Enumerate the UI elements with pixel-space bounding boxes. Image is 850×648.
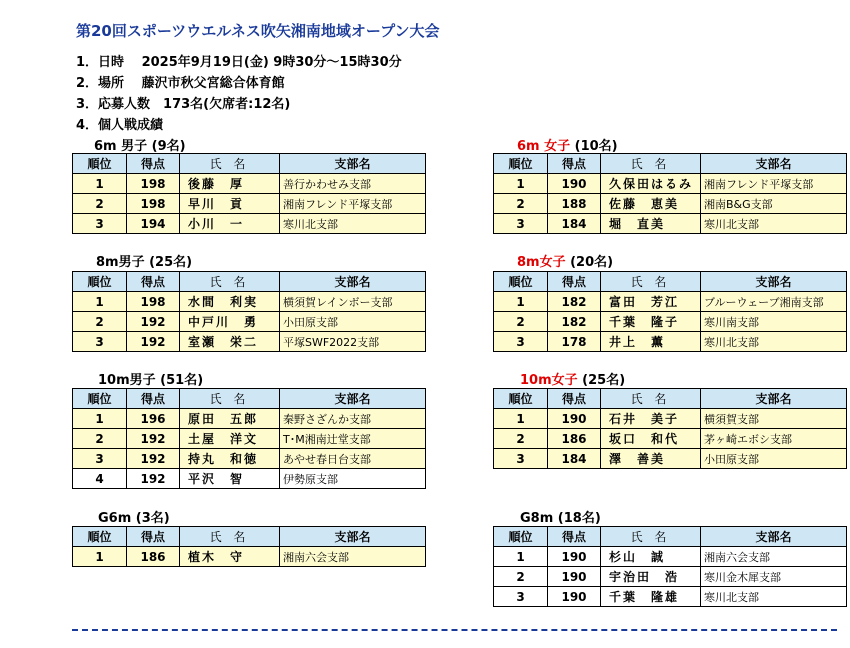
header-rank: 順位 [494, 389, 548, 409]
info-venue: 2．場所 藤沢市秋父宮総合体育館 [76, 76, 285, 91]
cell-name: 佐藤 恵美 [601, 194, 701, 214]
header-branch: 支部名 [280, 527, 426, 547]
table-row [73, 332, 426, 352]
results-table-5 [493, 388, 847, 469]
section-label-3 [517, 251, 613, 270]
cell-name: 宇治田 浩 [601, 567, 701, 587]
cell-score: 196 [127, 409, 180, 429]
cell-name: 室瀬 栄二 [180, 332, 280, 352]
results-table-0 [72, 153, 426, 234]
section-label-4 [98, 369, 203, 388]
cell-rank: 1 [73, 292, 127, 312]
header-name: 氏 名 [601, 272, 701, 292]
section-label-text: 6m 男子 (9名) [94, 139, 186, 154]
cell-branch: 善行かわせみ支部 [280, 174, 426, 194]
header-branch: 支部名 [701, 154, 847, 174]
section-label-6 [98, 507, 170, 526]
results-table-7 [493, 526, 847, 607]
table-row [494, 312, 847, 332]
cell-branch: 小田原支部 [701, 449, 847, 469]
cell-score: 188 [548, 194, 601, 214]
cell-rank: 3 [73, 214, 127, 234]
table-row [494, 214, 847, 234]
header-name: 氏 名 [601, 389, 701, 409]
cell-rank: 1 [494, 292, 548, 312]
results-table-4 [72, 388, 426, 489]
cell-name: 持丸 和徳 [180, 449, 280, 469]
section-label-highlight: 10m女子 [520, 373, 578, 388]
cell-branch: 横須賀レインボー支部 [280, 292, 426, 312]
cell-score: 186 [548, 429, 601, 449]
header-branch: 支部名 [701, 527, 847, 547]
cell-name: 原田 五郎 [180, 409, 280, 429]
table-row [73, 292, 426, 312]
header-rank: 順位 [73, 389, 127, 409]
header-score: 得点 [127, 272, 180, 292]
cell-name: 石井 美子 [601, 409, 701, 429]
cell-rank: 3 [73, 449, 127, 469]
cell-branch: 湘南六会支部 [280, 547, 426, 567]
table-row [73, 194, 426, 214]
cell-name: 井上 薫 [601, 332, 701, 352]
cell-branch: 平塚SWF2022支部 [280, 332, 426, 352]
cell-score: 184 [548, 449, 601, 469]
section-label-text: 10m男子 (51名) [98, 373, 204, 388]
header-name: 氏 名 [180, 389, 280, 409]
footer-divider [72, 629, 837, 631]
header-rank: 順位 [494, 154, 548, 174]
cell-branch: 湘南六会支部 [701, 547, 847, 567]
section-label-text: 8m男子 (25名) [96, 255, 193, 270]
cell-score: 192 [127, 429, 180, 449]
cell-branch: あやせ春日台支部 [280, 449, 426, 469]
header-score: 得点 [127, 154, 180, 174]
section-label-highlight: 6m 女子 [517, 139, 571, 154]
table-row [494, 429, 847, 449]
cell-branch: T･M湘南辻堂支部 [280, 429, 426, 449]
header-rank: 順位 [494, 272, 548, 292]
cell-rank: 2 [73, 429, 127, 449]
cell-score: 182 [548, 312, 601, 332]
header-rank: 順位 [73, 154, 127, 174]
cell-branch: 秦野さざんか支部 [280, 409, 426, 429]
cell-rank: 2 [73, 194, 127, 214]
cell-rank: 1 [494, 174, 548, 194]
cell-branch: 湘南B&G支部 [701, 194, 847, 214]
header-score: 得点 [548, 389, 601, 409]
table-header-row [494, 154, 847, 174]
header-rank: 順位 [73, 272, 127, 292]
section-label-0 [94, 135, 186, 154]
section-label-5 [520, 369, 625, 388]
cell-rank: 2 [494, 312, 548, 332]
cell-score: 192 [127, 312, 180, 332]
cell-name: 水間 利実 [180, 292, 280, 312]
section-label-2 [96, 251, 192, 270]
table-header-row [73, 272, 426, 292]
cell-name: 後藤 厚 [180, 174, 280, 194]
section-label-7 [520, 507, 601, 526]
table-row [494, 174, 847, 194]
cell-branch: 寒川北支部 [701, 332, 847, 352]
cell-branch: 寒川北支部 [701, 214, 847, 234]
cell-rank: 3 [494, 587, 548, 607]
cell-name: 植木 守 [180, 547, 280, 567]
cell-name: 千葉 隆雄 [601, 587, 701, 607]
cell-name: 杉山 誠 [601, 547, 701, 567]
header-branch: 支部名 [701, 272, 847, 292]
cell-score: 192 [127, 332, 180, 352]
cell-score: 184 [548, 214, 601, 234]
section-label-text: G8m (18名) [520, 511, 601, 526]
cell-rank: 1 [73, 547, 127, 567]
table-row [494, 332, 847, 352]
cell-score: 192 [127, 449, 180, 469]
cell-name: 土屋 洋文 [180, 429, 280, 449]
cell-branch: 伊勢原支部 [280, 469, 426, 489]
cell-rank: 1 [73, 409, 127, 429]
section-label-text: (10名) [570, 139, 618, 154]
cell-score: 178 [548, 332, 601, 352]
cell-score: 192 [127, 469, 180, 489]
cell-rank: 1 [494, 547, 548, 567]
cell-branch: 寒川北支部 [701, 587, 847, 607]
table-row [494, 409, 847, 429]
cell-name: 小川 一 [180, 214, 280, 234]
section-label-1 [517, 135, 618, 154]
cell-rank: 2 [73, 312, 127, 332]
header-branch: 支部名 [280, 272, 426, 292]
header-score: 得点 [127, 389, 180, 409]
cell-branch: 小田原支部 [280, 312, 426, 332]
table-row [73, 174, 426, 194]
cell-rank: 2 [494, 567, 548, 587]
cell-score: 190 [548, 174, 601, 194]
results-table-3 [493, 271, 847, 352]
cell-rank: 2 [494, 429, 548, 449]
cell-name: 千葉 隆子 [601, 312, 701, 332]
table-row [73, 409, 426, 429]
cell-score: 198 [127, 174, 180, 194]
cell-branch: 横須賀支部 [701, 409, 847, 429]
header-name: 氏 名 [180, 154, 280, 174]
table-row [494, 292, 847, 312]
cell-score: 198 [127, 194, 180, 214]
results-table-1 [493, 153, 847, 234]
cell-rank: 3 [494, 214, 548, 234]
table-row [494, 449, 847, 469]
info-individual-results: 4．個人戦成績 [76, 118, 164, 133]
table-row [494, 194, 847, 214]
table-row [73, 449, 426, 469]
table-row [73, 547, 426, 567]
cell-name: 中戸川 勇 [180, 312, 280, 332]
cell-rank: 3 [494, 332, 548, 352]
cell-branch: 寒川北支部 [280, 214, 426, 234]
cell-name: 早川 貢 [180, 194, 280, 214]
cell-branch: ブルーウェーブ湘南支部 [701, 292, 847, 312]
cell-score: 190 [548, 547, 601, 567]
table-header-row [494, 389, 847, 409]
header-score: 得点 [548, 272, 601, 292]
table-row [73, 312, 426, 332]
page-title: 第20回スポーツウエルネス吹矢湘南地域オープン大会 [76, 22, 440, 40]
table-header-row [73, 527, 426, 547]
cell-branch: 湘南フレンド平塚支部 [701, 174, 847, 194]
header-name: 氏 名 [180, 527, 280, 547]
cell-rank: 4 [73, 469, 127, 489]
cell-name: 坂口 和代 [601, 429, 701, 449]
cell-branch: 茅ヶ崎エボシ支部 [701, 429, 847, 449]
section-label-text: (20名) [565, 255, 614, 270]
table-row [494, 567, 847, 587]
table-header-row [494, 527, 847, 547]
cell-rank: 3 [494, 449, 548, 469]
table-row [494, 547, 847, 567]
cell-branch: 寒川金木犀支部 [701, 567, 847, 587]
cell-rank: 3 [73, 332, 127, 352]
header-name: 氏 名 [180, 272, 280, 292]
section-label-highlight: 8m女子 [517, 255, 566, 270]
cell-score: 194 [127, 214, 180, 234]
cell-rank: 1 [494, 409, 548, 429]
header-branch: 支部名 [280, 389, 426, 409]
results-table-2 [72, 271, 426, 352]
table-header-row [73, 154, 426, 174]
cell-name: 富田 芳江 [601, 292, 701, 312]
table-header-row [73, 389, 426, 409]
section-label-text: (25名) [577, 373, 626, 388]
cell-score: 182 [548, 292, 601, 312]
cell-rank: 1 [73, 174, 127, 194]
table-row [73, 214, 426, 234]
cell-name: 久保田はるみ [601, 174, 701, 194]
header-score: 得点 [127, 527, 180, 547]
cell-score: 190 [548, 587, 601, 607]
header-name: 氏 名 [601, 527, 701, 547]
table-row [73, 469, 426, 489]
table-row [73, 429, 426, 449]
header-branch: 支部名 [280, 154, 426, 174]
cell-name: 堀 直美 [601, 214, 701, 234]
cell-rank: 2 [494, 194, 548, 214]
results-table-6 [72, 526, 426, 567]
section-label-text: G6m (3名) [98, 511, 170, 526]
cell-branch: 湘南フレンド平塚支部 [280, 194, 426, 214]
info-participants: 3．応募人数 173名(欠席者:12名) [76, 97, 291, 112]
header-score: 得点 [548, 527, 601, 547]
cell-score: 190 [548, 567, 601, 587]
cell-name: 澤 善美 [601, 449, 701, 469]
header-score: 得点 [548, 154, 601, 174]
cell-branch: 寒川南支部 [701, 312, 847, 332]
info-datetime: 1．日時 2025年9月19日(金) 9時30分～15時30分 [76, 55, 402, 70]
header-rank: 順位 [73, 527, 127, 547]
header-branch: 支部名 [701, 389, 847, 409]
cell-score: 198 [127, 292, 180, 312]
cell-score: 186 [127, 547, 180, 567]
cell-score: 190 [548, 409, 601, 429]
table-header-row [494, 272, 847, 292]
table-row [494, 587, 847, 607]
header-rank: 順位 [494, 527, 548, 547]
cell-name: 平沢 智 [180, 469, 280, 489]
header-name: 氏 名 [601, 154, 701, 174]
